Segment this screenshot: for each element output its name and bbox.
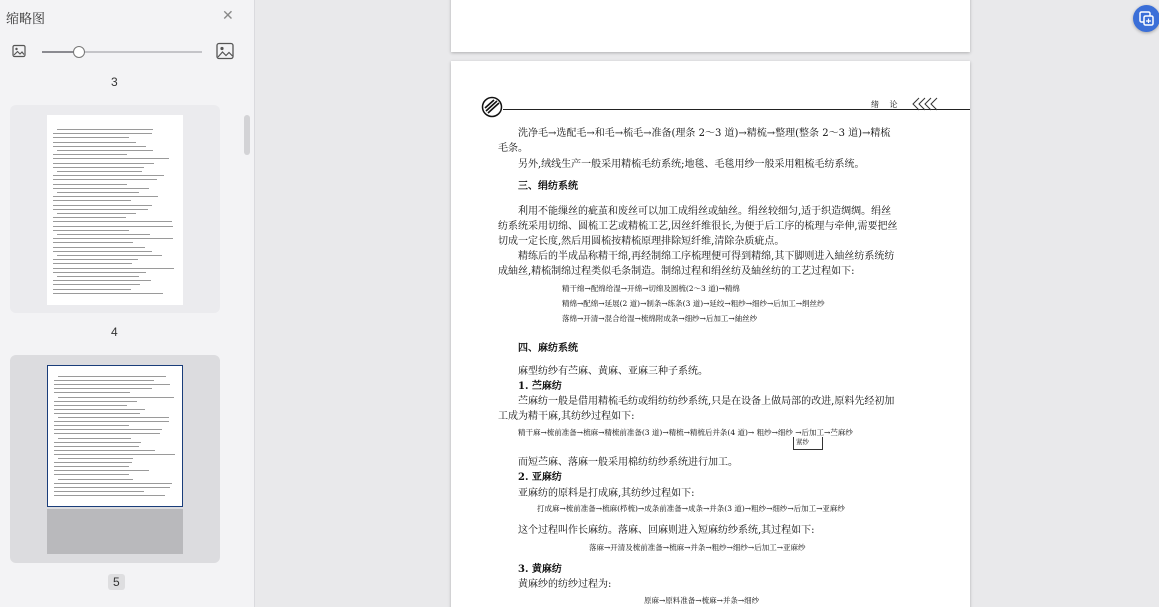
thumbnail-text-line xyxy=(54,495,165,496)
subsection-heading: 2. 亚麻纺 xyxy=(518,472,562,483)
zoom-slider[interactable] xyxy=(42,51,202,53)
thumbnail-text-line xyxy=(54,405,127,406)
thumbnail-image xyxy=(47,365,183,507)
thumbnail-text-line xyxy=(54,462,132,463)
thumbnail-sidebar xyxy=(0,0,255,607)
thumbnail-text-line xyxy=(53,217,126,218)
thumbnail-text-line xyxy=(54,487,170,488)
thumbnail-text-line xyxy=(53,188,149,189)
thumbnail-text-line xyxy=(53,146,146,147)
translate-button[interactable] xyxy=(1133,5,1159,32)
thumbnail-text-line xyxy=(58,397,174,398)
thumbnail-text-line xyxy=(57,192,139,193)
thumbnail-text-line xyxy=(54,401,137,402)
running-header: 绪 论 xyxy=(871,100,902,109)
thumbnail-text-line xyxy=(53,179,157,180)
thumbnail-text-line xyxy=(53,158,169,159)
thumbnail-text-line xyxy=(57,276,139,277)
thumbnail-text-line xyxy=(53,251,152,252)
thumbnail-text-line xyxy=(58,376,166,377)
thumbnail-text-line xyxy=(53,242,133,243)
thumbnail-text-line xyxy=(54,388,152,389)
sidebar-scrollbar[interactable] xyxy=(244,115,250,155)
thumbnail-page-5-selected[interactable] xyxy=(10,355,220,563)
paragraph-line: 精练后的半成品称精干绵,再经制绵工序梳理便可得到精绵,其下脚则进入紬丝纺系统纺 xyxy=(518,251,895,262)
thumbnail-text-line xyxy=(54,442,141,443)
thumbnail-text-line xyxy=(53,268,174,269)
process-formula: 落绵→开清→混合给湿→梳绵附成条→细纱→后加工→紬丝纱 xyxy=(562,314,758,323)
thumbnail-text-line xyxy=(53,226,173,227)
thumbnail-text-line xyxy=(53,205,152,206)
book-logo-icon xyxy=(481,96,503,118)
thumbnail-text-line xyxy=(53,209,148,210)
thumbnail-text-line xyxy=(53,259,138,260)
image-large-icon[interactable] xyxy=(216,42,234,60)
thumbnail-page-number: 5 xyxy=(108,574,125,590)
thumbnail-text-line xyxy=(53,167,144,168)
thumbnail-text-line xyxy=(53,238,173,239)
thumbnail-image xyxy=(47,115,183,305)
thumbnail-text-line xyxy=(54,474,129,475)
thumbnail-text-line xyxy=(53,272,146,273)
thumbnail-text-line xyxy=(54,384,170,385)
paragraph-line: 纺系统采用切绵、圆梳工艺或精梳工艺,因丝纤维很长,为便于后工序的梳理与牵伸,需要把丝 xyxy=(498,221,898,232)
thumbnail-text-line xyxy=(58,458,133,459)
thumbnail-text-line xyxy=(53,137,129,138)
paragraph-line: 洗净毛→选配毛→和毛→梳毛→准备(理条 2～3 道)→精梳→整理(整条 2～3 道)→精梳 xyxy=(518,128,891,139)
thumbnail-text-line xyxy=(57,171,142,172)
paragraph-line: 成紬丝,精梳制绵过程类似毛条制造。制绵过程和绢丝纺及紬丝纺的工艺过程如下: xyxy=(498,266,855,277)
section-heading: 四、麻纺系统 xyxy=(518,343,578,354)
subsection-heading: 1. 苎麻纺 xyxy=(518,381,562,392)
thumbnail-text-line xyxy=(53,280,151,281)
thumbnail-text-line xyxy=(54,470,149,471)
zoom-slider-thumb[interactable] xyxy=(73,46,85,58)
thumbnail-text-line xyxy=(54,380,154,381)
thumbnail-text-line xyxy=(54,491,144,492)
thumbnail-text-line xyxy=(57,234,150,235)
close-icon[interactable]: ✕ xyxy=(222,8,234,24)
paragraph-line: 黄麻纱的纺纱过程为: xyxy=(518,579,612,590)
thumbnail-text-line xyxy=(54,392,130,393)
thumbnail-text-line xyxy=(53,142,136,143)
thumbnail-unrendered-area xyxy=(47,509,183,554)
image-small-icon[interactable] xyxy=(12,44,26,58)
process-formula: 打成麻→梳前准备→梳麻(栉梳)→成条前准备→成条→并条(3 道)→粗纱→细纱→后加工→亚麻纱 xyxy=(537,504,845,513)
thumbnail-text-line xyxy=(53,247,145,248)
thumbnail-text-line xyxy=(54,483,172,484)
thumbnail-text-line xyxy=(54,454,175,455)
thumbnail-text-line xyxy=(58,438,131,439)
sidebar-title: 缩略图 xyxy=(6,11,46,26)
document-page-previous xyxy=(451,0,970,52)
chevrons-icon xyxy=(911,97,939,111)
thumbnail-text-line xyxy=(54,433,160,434)
thumbnail-text-line xyxy=(53,154,127,155)
process-formula: 精绵→配绵→延展(2 道)→制条→练条(3 道)→延绞→粗纱→细纱→后加工→绢丝纱 xyxy=(562,299,825,308)
section-heading: 三、绢纺系统 xyxy=(518,181,578,192)
thumbnail-text-line xyxy=(53,133,152,134)
thumbnail-text-line xyxy=(53,230,129,231)
subsection-heading: 3. 黄麻纺 xyxy=(518,564,562,575)
process-formula: 精干麻→梳前准备→梳麻→精梳前准备(3 道)→精梳→精梳后并条(4 道)→ 粗纱→细纱 →后加工→苎麻纱 xyxy=(518,428,853,437)
paragraph-line: 另外,绒线生产一般采用精梳毛纺系统;地毯、毛毯用纱一般采用粗梳毛纺系统。 xyxy=(518,159,865,170)
process-formula: 精干绵→配绵给湿→开绵→切绵及圆梳(2～3 道)→精绵 xyxy=(562,284,740,293)
thumbnail-text-line xyxy=(53,200,131,201)
process-formula: 落麻→开清及梳前准备→梳麻→并条→粗纱→细纱→后加工→亚麻纱 xyxy=(589,543,806,552)
thumbnail-text-line xyxy=(53,184,127,185)
translate-icon xyxy=(1133,5,1159,32)
paragraph-line: 而短苎麻、落麻一般采用棉纺纺纱系统进行加工。 xyxy=(518,457,738,468)
thumbnail-text-line xyxy=(53,289,131,290)
process-formula: 原麻→原料准备→梳麻→并条→细纱 xyxy=(644,596,760,605)
paragraph-line: 麻型纺纱有苎麻、黄麻、亚麻三种子系统。 xyxy=(518,366,708,377)
thumbnail-text-line xyxy=(54,421,169,422)
thumbnail-text-line xyxy=(54,446,139,447)
thumbnail-text-line xyxy=(53,196,158,197)
thumbnail-text-line xyxy=(53,221,172,222)
thumbnail-text-line xyxy=(58,479,133,480)
thumbnail-page-number: 3 xyxy=(111,75,118,89)
thumbnail-text-line xyxy=(54,413,140,414)
thumbnail-text-line xyxy=(53,175,164,176)
thumbnail-text-line xyxy=(53,263,132,264)
thumbnail-text-line xyxy=(58,417,169,418)
thumbnail-text-line xyxy=(54,450,155,451)
paragraph-line: 切成一定长度,然后用圆梳按精梳原理排除短纤维,清除杂质疵点。 xyxy=(498,236,785,247)
thumbnail-text-line xyxy=(57,213,136,214)
paragraph-line: 利用不能缫丝的疵茧和废丝可以加工成绢丝或紬丝。绢丝较细匀,适于织造绸绸。绢丝 xyxy=(518,206,892,217)
thumbnail-text-line xyxy=(57,150,153,151)
thumbnail-text-line xyxy=(57,255,162,256)
thumbnail-text-line xyxy=(53,293,163,294)
thumbnail-text-line xyxy=(53,284,140,285)
thumbnail-text-line xyxy=(54,429,162,430)
paragraph-line: 这个过程叫作长麻纺。落麻、回麻则进入短麻纺纱系统,其过程如下: xyxy=(518,525,815,536)
thumbnail-text-line xyxy=(54,425,129,426)
document-viewer[interactable] xyxy=(255,0,1159,607)
thumbnail-page-number: 4 xyxy=(111,325,118,339)
paragraph-line: 毛条。 xyxy=(498,143,528,154)
thumbnail-page-4[interactable] xyxy=(10,105,220,313)
paragraph-line: 苎麻纺一般是借用精梳毛纺或绢纺纺纱系统,只是在设备上做局部的改进,原料先经初加 xyxy=(518,396,895,407)
process-formula-note: 紧纱 xyxy=(796,438,809,446)
thumbnail-text-line xyxy=(53,163,154,164)
thumbnail-text-line xyxy=(57,129,153,130)
paragraph-line: 工成为精干麻,其纺纱过程如下: xyxy=(498,411,635,422)
document-page xyxy=(451,61,970,607)
thumbnail-text-line xyxy=(54,466,129,467)
thumbnail-text-line xyxy=(54,409,145,410)
paragraph-line: 亚麻纺的原料是打成麻,其纺纱过程如下: xyxy=(518,488,695,499)
